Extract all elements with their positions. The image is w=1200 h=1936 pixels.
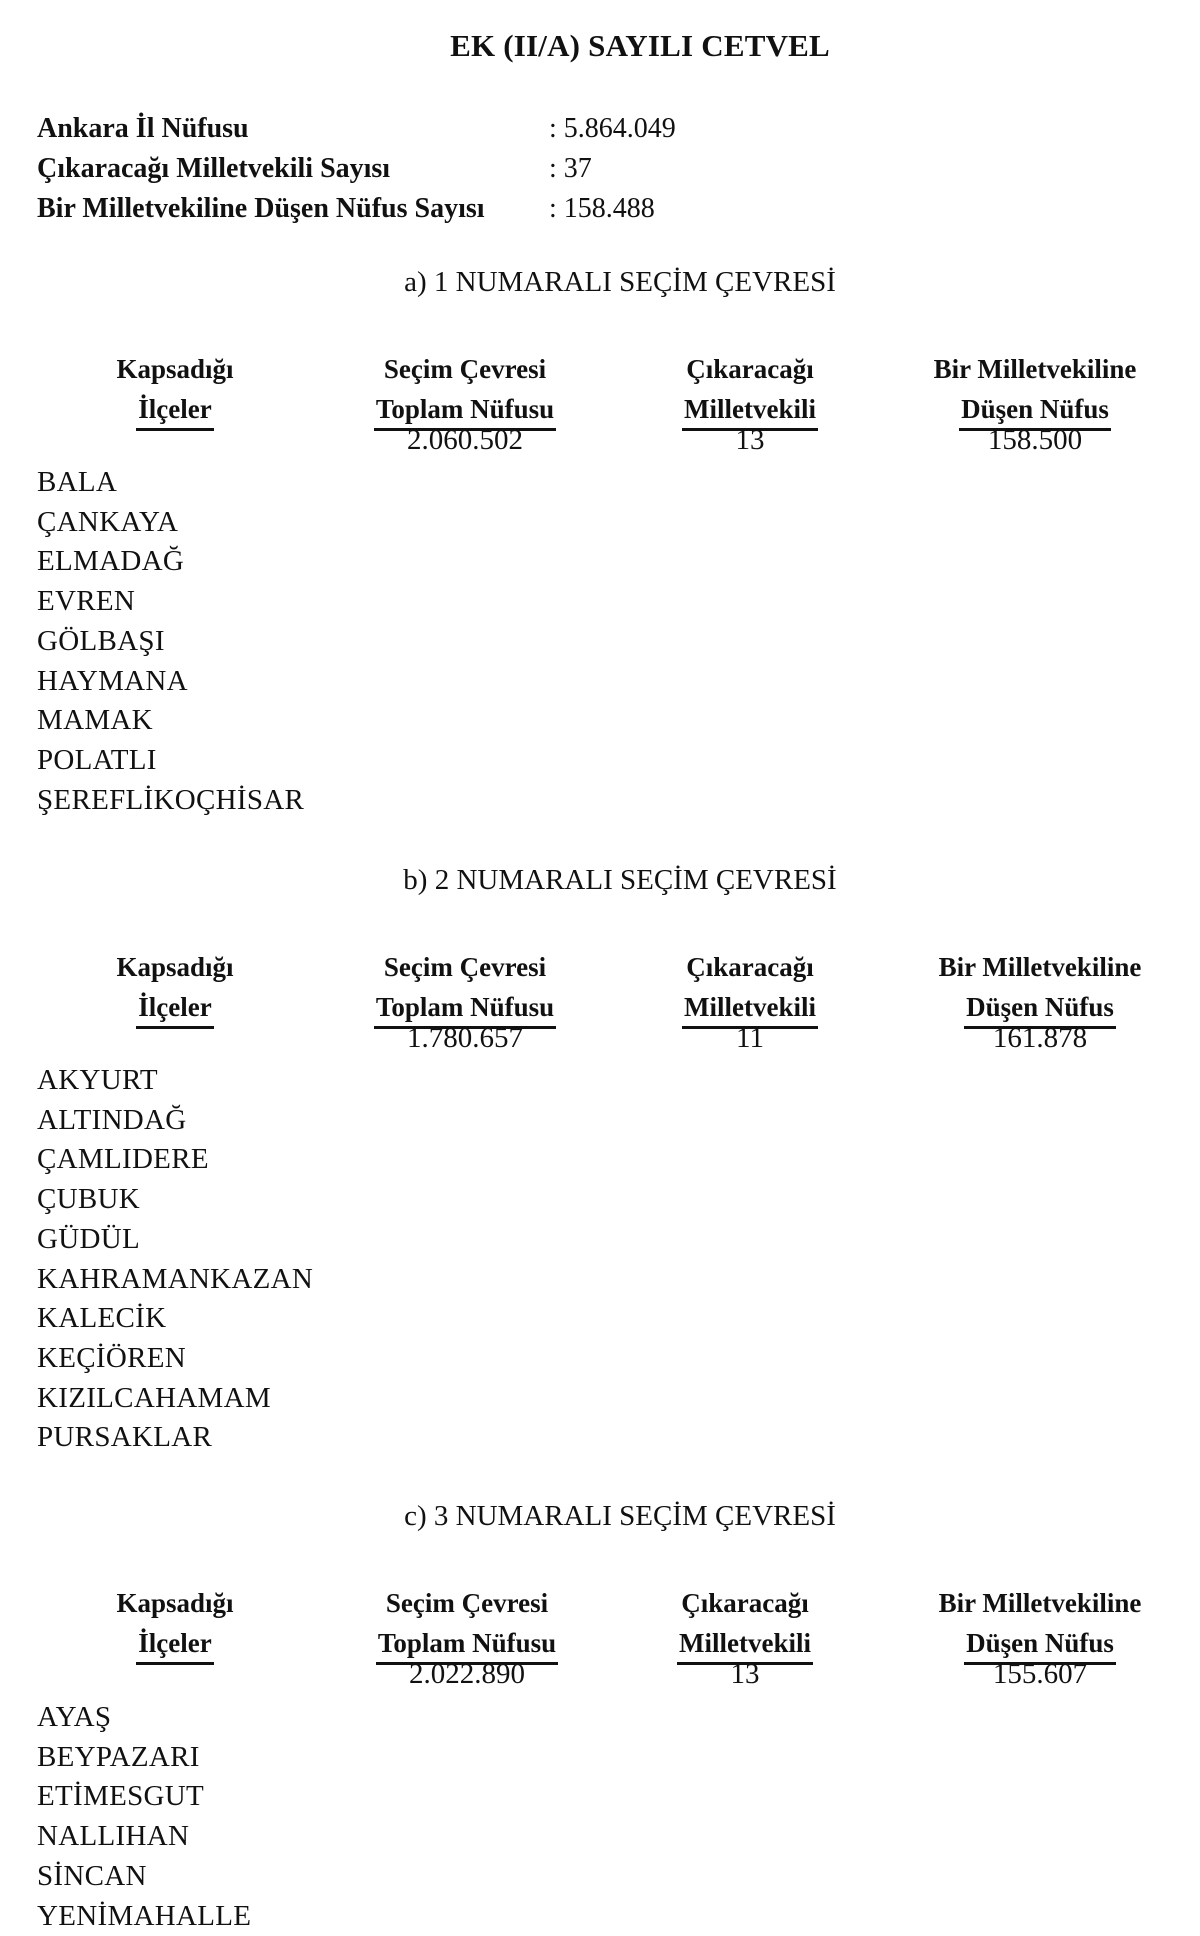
section-title: a) 1 NUMARALI SEÇİM ÇEVRESİ bbox=[404, 266, 836, 298]
header-total-population: Seçim Çevresi Toplam Nüfusu bbox=[350, 947, 580, 1029]
population-per-deputy-value: 155.607 bbox=[992, 1658, 1088, 1690]
district-item: ETİMESGUT bbox=[37, 1780, 205, 1813]
district-item: KEÇİÖREN bbox=[37, 1341, 186, 1374]
district-item: POLATLI bbox=[37, 743, 157, 776]
district-item: BEYPAZARI bbox=[37, 1740, 200, 1773]
section-title: c) 3 NUMARALI SEÇİM ÇEVRESİ bbox=[404, 1500, 836, 1532]
district-item: ELMADAĞ bbox=[37, 545, 185, 578]
district-item: AYAŞ bbox=[37, 1701, 112, 1733]
total-population-value: 1.780.657 bbox=[407, 1022, 523, 1054]
header-districts: Kapsadığı İlçeler bbox=[90, 1583, 260, 1665]
population-per-deputy-value: 161.878 bbox=[992, 1022, 1088, 1054]
district-item: ŞEREFLİKOÇHİSAR bbox=[37, 783, 305, 816]
summary-value: : 37 bbox=[549, 153, 592, 184]
header-population-per-deputy: Bir Milletvekiline Düşen Nüfus bbox=[910, 1583, 1170, 1665]
district-item: GÜDÜL bbox=[37, 1222, 140, 1255]
district-item: AKYURT bbox=[37, 1064, 158, 1096]
header-districts: Kapsadığı İlçeler bbox=[90, 349, 260, 431]
summary-label: Ankara İl Nüfusu bbox=[37, 113, 249, 144]
district-item: ÇUBUK bbox=[37, 1183, 141, 1216]
summary-row-deputy-count bbox=[37, 149, 592, 189]
population-per-deputy-value: 158.500 bbox=[987, 424, 1083, 456]
district-item: YENİMAHALLE bbox=[37, 1899, 252, 1932]
summary-row-population-per-deputy bbox=[37, 189, 655, 229]
summary-value: : 158.488 bbox=[549, 193, 655, 224]
total-population-value: 2.060.502 bbox=[407, 424, 523, 456]
district-item: ÇAMLIDERE bbox=[37, 1143, 209, 1176]
summary-label: Bir Milletvekiline Düşen Nüfus Sayısı bbox=[37, 193, 485, 224]
header-deputies: Çıkaracağı Milletvekili bbox=[650, 947, 850, 1029]
district-list bbox=[37, 463, 304, 820]
district-item: SİNCAN bbox=[37, 1859, 147, 1892]
header-deputies: Çıkaracağı Milletvekili bbox=[645, 1583, 845, 1665]
deputies-value: 13 bbox=[735, 424, 765, 456]
district-item: MAMAK bbox=[37, 704, 153, 737]
district-item: EVREN bbox=[37, 585, 136, 618]
district-item: KIZILCAHAMAM bbox=[37, 1381, 271, 1414]
district-item: GÖLBAŞI bbox=[37, 624, 165, 657]
summary-value: : 5.864.049 bbox=[549, 113, 676, 144]
header-deputies: Çıkaracağı Milletvekili bbox=[650, 349, 850, 431]
district-item: KALECİK bbox=[37, 1302, 167, 1335]
header-population-per-deputy: Bir Milletvekiline Düşen Nüfus bbox=[905, 349, 1165, 431]
district-item: ÇANKAYA bbox=[37, 505, 179, 538]
district-item: NALLIHAN bbox=[37, 1820, 190, 1853]
district-item: ALTINDAĞ bbox=[37, 1103, 187, 1136]
header-total-population: Seçim Çevresi Toplam Nüfusu bbox=[352, 1583, 582, 1665]
header-total-population: Seçim Çevresi Toplam Nüfusu bbox=[350, 349, 580, 431]
province-summary bbox=[37, 109, 676, 229]
district-item: KAHRAMANKAZAN bbox=[37, 1262, 314, 1295]
district-item: BALA bbox=[37, 466, 118, 498]
district-list bbox=[37, 1061, 313, 1458]
header-population-per-deputy: Bir Milletvekiline Düşen Nüfus bbox=[910, 947, 1170, 1029]
header-districts: Kapsadığı İlçeler bbox=[90, 947, 260, 1029]
total-population-value: 2.022.890 bbox=[409, 1658, 525, 1690]
deputies-value: 11 bbox=[736, 1022, 764, 1054]
summary-row-population bbox=[37, 109, 676, 149]
district-list bbox=[37, 1698, 251, 1936]
section-title: b) 2 NUMARALI SEÇİM ÇEVRESİ bbox=[403, 864, 837, 896]
district-item: PURSAKLAR bbox=[37, 1421, 213, 1454]
document-title: EK (II/A) SAYILI CETVEL bbox=[450, 28, 830, 63]
summary-label: Çıkaracağı Milletvekili Sayısı bbox=[37, 153, 391, 184]
district-item: HAYMANA bbox=[37, 664, 188, 697]
deputies-value: 13 bbox=[730, 1658, 760, 1690]
